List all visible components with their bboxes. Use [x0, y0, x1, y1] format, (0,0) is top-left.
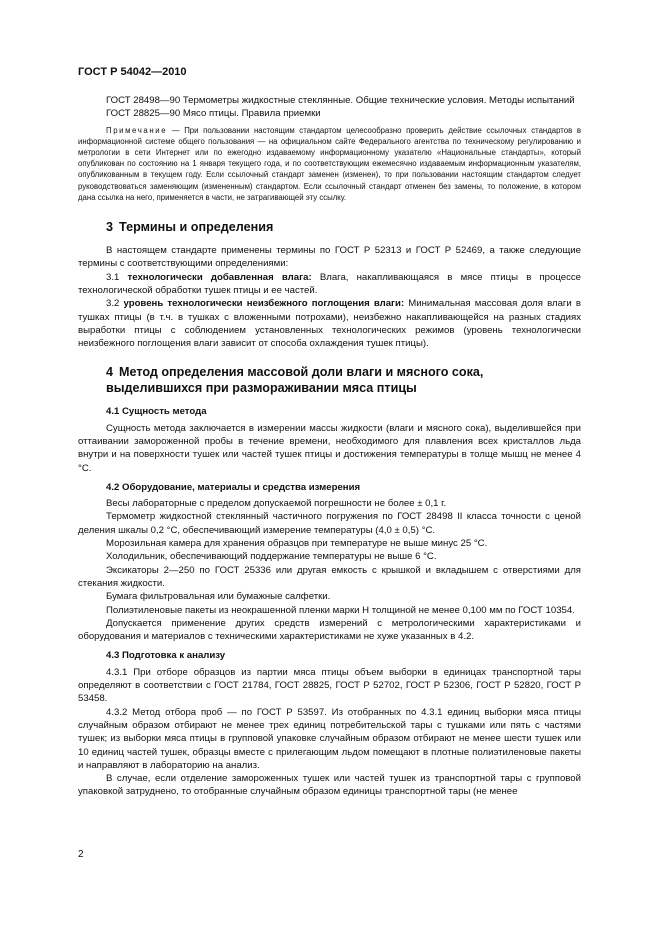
- equipment-item: Холодильник, обеспечивающий поддержание температуры не выше 6 °С.: [106, 551, 437, 563]
- clause-4-3-1: 4.3.1 При отборе образцов из партии мяса птицы объем выборки в единицах транспортной тары определяют в соответствии с ГОСТ 21784, ГОСТ 28825, ГОСТ Р 52702, ГОСТ Р 52306, ГОСТ Р 52820, ГОСТ Р 53458.: [78, 666, 581, 705]
- equipment-item: Весы лабораторные с пределом допускаемой погрешности не более ± 0,1 г.: [106, 498, 447, 510]
- reference-item: ГОСТ 28498—90 Термометры жидкостные стеклянные. Общие технические условия. Методы испытаний: [106, 95, 575, 106]
- clause-4-3-2: 4.3.2 Метод отбора проб — по ГОСТ Р 53597. Из отобранных по 4.3.1 единиц выборки мяса птицы случайным образом отбирают не менее трех единиц потребительской тары с тушками или пять с частями тушек; из выборки мяса птицы в групповой упаковке случайным образом отбирают не менее шести тушек или 10 единиц частей тушек, образцы вместе с прилегающим льдом помещают в плотные полиэтиленовые пакеты и направляют в лабораторию на анализ.: [78, 706, 581, 771]
- term-3-1: [78, 271, 581, 298]
- page-number: 2: [78, 849, 84, 860]
- equipment-item: Эксикаторы 2—250 по ГОСТ 25336 или другая емкость с крышкой и вкладышем с отверстиями для стекания жидкости.: [78, 564, 581, 589]
- note-text: — При пользовании настоящим стандартом целесообразно проверить действие ссылочных стандартов в информационной системе общего пользования — на официальном сайте Федерального агентства по техническому регулированию и метрологии в сети Интернет или по ежегодно издаваемому информационному указателю «Национальные стандарты», который опубликован по состоянию на 1 января текущего года, и по соответствующим ежемесячно издаваемым информационным указателям, опубликованным в текущем году. Если ссылочный стандарт заменен (изменен), то при пользовании настоящим стандартом следует руководствоваться заменяющим (измененным) стандартом. Если ссылочный стандарт отменен без замены, то положение, в котором дана ссылка на него, применяется в части, не затрагивающей эту ссылку.: [78, 125, 581, 202]
- section-4-heading: [78, 364, 581, 396]
- document-header: ГОСТ Р 54042—2010: [78, 66, 187, 78]
- reference-item: ГОСТ 28825—90 Мясо птицы. Правила приемки: [106, 108, 321, 120]
- section-4-number: 4: [106, 365, 114, 380]
- equipment-item: Полиэтиленовые пакеты из неокрашенной пленки марки Н толщиной не менее 0,100 мм по ГОСТ 10354.: [106, 604, 575, 616]
- section-3-intro: В настоящем стандарте применены термины по ГОСТ Р 52313 и ГОСТ Р 52469, а также следующие термины с соответствующими определениями:: [78, 245, 581, 270]
- section-3-title: Термины и определения: [119, 220, 274, 235]
- equipment-item: Термометр жидкостной стеклянный частичного погружения по ГОСТ 28498 II класса точности с ценой деления шкалы 0,2 °С, обеспечивающий измерение температуры (4,0 ± 0,5) °С.: [78, 511, 581, 536]
- term-name: технологически добавленная влага:: [127, 271, 312, 283]
- section-3-heading: [78, 219, 581, 235]
- subsection-4-1-text: Сущность метода заключается в измерении массы жидкости (влаги и мясного сока), выделившейся при оттаивании замороженной пробы в течение времени, необходимого для плавления всех кристаллов льда внутри и на поверхности тушек или частей тушек птицы и достижения температуры в толще мышц не менее 4 °С.: [78, 422, 581, 474]
- subsection-4-3-heading: 4.3 Подготовка к анализу: [106, 650, 226, 662]
- subsection-4-1-heading: 4.1 Сущность метода: [106, 406, 207, 418]
- term-number: 3.1: [106, 271, 120, 283]
- clause-4-3-2-continued: В случае, если отделение замороженных тушек или частей тушек из транспортной тары с групповой упаковкой затруднено, то отобранные случайным образом единицы транспортной тары (не менее: [78, 773, 581, 798]
- term-definition: Минимальная массовая доля влаги в тушках птицы (в т.ч. в тушках с вложенными потрохами), неизбежно накапливающейся на разных стадиях выработки птицы с соблюдением установленных технологических режимов (уровень технологически неизбежного поглощения влаги зависит от способа охлаждения тушек птицы).: [78, 298, 581, 350]
- document-body: [78, 94, 581, 799]
- equipment-item: Допускается применение других средств измерений с метрологическими характеристиками и оборудования и материалов с техническими характеристиками не хуже указанных в 4.2.: [78, 617, 581, 643]
- term-definition: Влага, накапливающаяся в мясе птицы в процессе технологической обработки тушек птицы и ее частей.: [78, 271, 582, 296]
- equipment-item: Бумага фильтровальная или бумажные салфетки.: [106, 591, 331, 603]
- equipment-item: Морозильная камера для хранения образцов при температуре не выше минус 25 °С.: [106, 538, 488, 550]
- subsection-4-2-heading: 4.2 Оборудование, материалы и средства измерения: [106, 481, 361, 493]
- note-label: Примечание: [106, 125, 168, 135]
- term-name: уровень технологически неизбежного поглощения влаги:: [123, 298, 405, 310]
- section-3-number: 3: [106, 220, 114, 235]
- note-paragraph: [78, 125, 581, 203]
- section-4-title: Метод определения массовой доли влаги и мясного сока, выделившихся при размораживании мяса птицы: [106, 365, 484, 396]
- term-3-2: [78, 297, 581, 350]
- term-number: 3.2: [106, 298, 120, 310]
